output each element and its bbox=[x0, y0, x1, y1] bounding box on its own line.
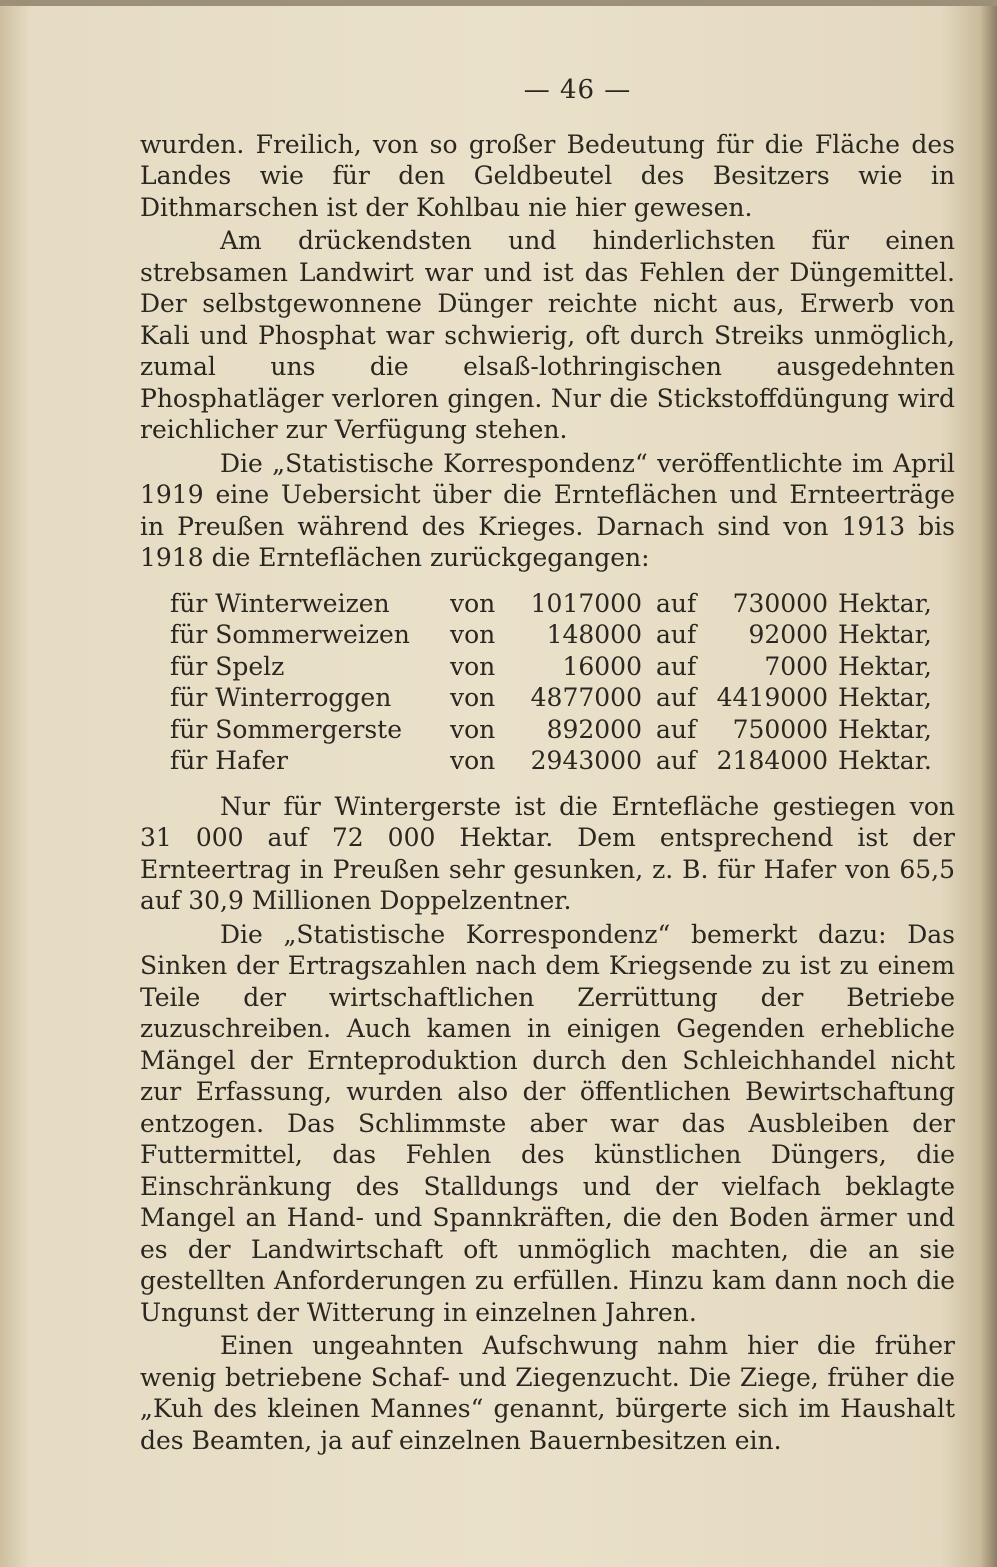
area-1913: 4877000 bbox=[530, 683, 642, 712]
from-word: von bbox=[450, 683, 496, 712]
area-1918: 7000 bbox=[764, 651, 828, 681]
unit: Hektar. bbox=[838, 746, 932, 775]
area-1918: 4419000 bbox=[716, 683, 828, 712]
from-word: von bbox=[450, 588, 496, 618]
table-row bbox=[170, 588, 948, 620]
crop-name: für Sommergerste bbox=[170, 714, 403, 744]
paragraph-3: Die „Statistische Korrespondenz“ veröffentlichte im April 1919 eine Uebersicht über die Ernteflächen und Ernteerträge in Preußen während des Krieges. Darnach sind von 1913 bis 1918 die Ernteflächen zurückgegangen: bbox=[140, 448, 955, 572]
area-1913: 148000 bbox=[546, 620, 642, 649]
table-row bbox=[170, 682, 948, 714]
area-1913: 16000 bbox=[562, 651, 642, 681]
crop-name: für Sommerweizen bbox=[170, 620, 410, 649]
page-text bbox=[140, 75, 955, 1456]
area-1913: 1017000 bbox=[530, 588, 642, 618]
to-word: auf bbox=[656, 714, 697, 744]
area-1918: 750000 bbox=[732, 714, 828, 744]
page-number: — 46 — bbox=[523, 75, 632, 105]
area-1918: 730000 bbox=[732, 588, 828, 618]
to-word: auf bbox=[656, 620, 697, 649]
table-row bbox=[170, 651, 948, 683]
table-row bbox=[170, 619, 948, 651]
to-word: auf bbox=[656, 651, 697, 681]
paragraph-1: wurden. Freilich, von so großer Bedeutung für die Fläche des Landes wie für den Geldbeutel des Besitzers wie in Dithmarschen ist der Kohlbau nie hier gewesen. bbox=[140, 129, 955, 222]
table-row bbox=[170, 745, 948, 777]
unit: Hektar, bbox=[838, 683, 932, 712]
area-1918: 92000 bbox=[748, 620, 828, 649]
unit: Hektar, bbox=[838, 620, 932, 649]
unit: Hektar, bbox=[838, 588, 932, 618]
to-word: auf bbox=[656, 746, 697, 775]
crop-name: für Hafer bbox=[170, 746, 288, 775]
from-word: von bbox=[450, 746, 496, 775]
to-word: auf bbox=[656, 683, 697, 712]
table-row bbox=[170, 714, 948, 746]
unit: Hektar, bbox=[838, 651, 932, 681]
paragraph-4: Nur für Wintergerste ist die Erntefläche gestiegen von 31 000 auf 72 000 Hektar. Dem entsprechend ist der Ernteertrag in Preußen sehr gesunken, z. B. für Hafer von 65,5 auf 30,9 Millionen Doppelzentner. bbox=[140, 791, 955, 915]
paragraph-2: Am drückendsten und hinderlichsten für einen strebsamen Landwirt war und ist das Fehlen der Düngemittel. Der selbstgewonnene Dünger reichte nicht aus, Erwerb von Kali und Phosphat war schwierig, oft durch Streiks unmöglich, zumal uns die elsaß-lothringischen ausgedehnten Phosphatläger verloren gingen. Nur die Stickstoffdüngung wird reichlicher zur Verfügung stehen. bbox=[140, 226, 955, 444]
unit: Hektar, bbox=[838, 714, 932, 744]
to-word: auf bbox=[656, 588, 697, 618]
crop-name: für Spelz bbox=[170, 651, 285, 681]
paragraph-6: Einen ungeahnten Aufschwung nahm hier die früher wenig betriebene Schaf- und Ziegenzucht. Die Ziege, früher die „Kuh des kleinen Mannes“ genannt, bürgerte sich im Haushalt des Beamten, ja auf einzelnen Bauernbesitzen ein. bbox=[140, 1331, 955, 1455]
paragraph-5: Die „Statistische Korrespondenz“ bemerkt dazu: Das Sinken der Ertragszahlen nach dem Kriegsende zu ist zu einem Teile der wirtschaftlichen Zerrüttung der Betriebe zuzuschreiben. Auch kamen in einigen Gegenden erhebliche Mängel der Ernteproduktion durch den Schleichhandel nicht zur Erfassung, wurden also der öffentlichen Bewirtschaftung entzogen. Das Schlimmste aber war das Ausbleiben der Futtermittel, das Fehlen des künstlichen Düngers, die Einschränkung des Stalldungs und der vielfach beklagte Mangel an Hand- und Spannkräften, die den Boden ärmer und es der Landwirtschaft oft unmöglich machten, die an sie gestellten Anforderungen zu erfüllen. Hinzu kam dann noch die Ungunst der Witterung in einzelnen Jahren. bbox=[140, 919, 955, 1327]
crop-name: für Winterweizen bbox=[170, 588, 390, 618]
from-word: von bbox=[450, 714, 496, 744]
area-1918: 2184000 bbox=[716, 746, 828, 775]
area-1913: 892000 bbox=[546, 714, 642, 744]
from-word: von bbox=[450, 651, 496, 681]
harvest-area-table bbox=[170, 588, 948, 777]
area-1913: 2943000 bbox=[530, 746, 642, 775]
crop-name: für Winterroggen bbox=[170, 683, 392, 712]
from-word: von bbox=[450, 620, 496, 649]
